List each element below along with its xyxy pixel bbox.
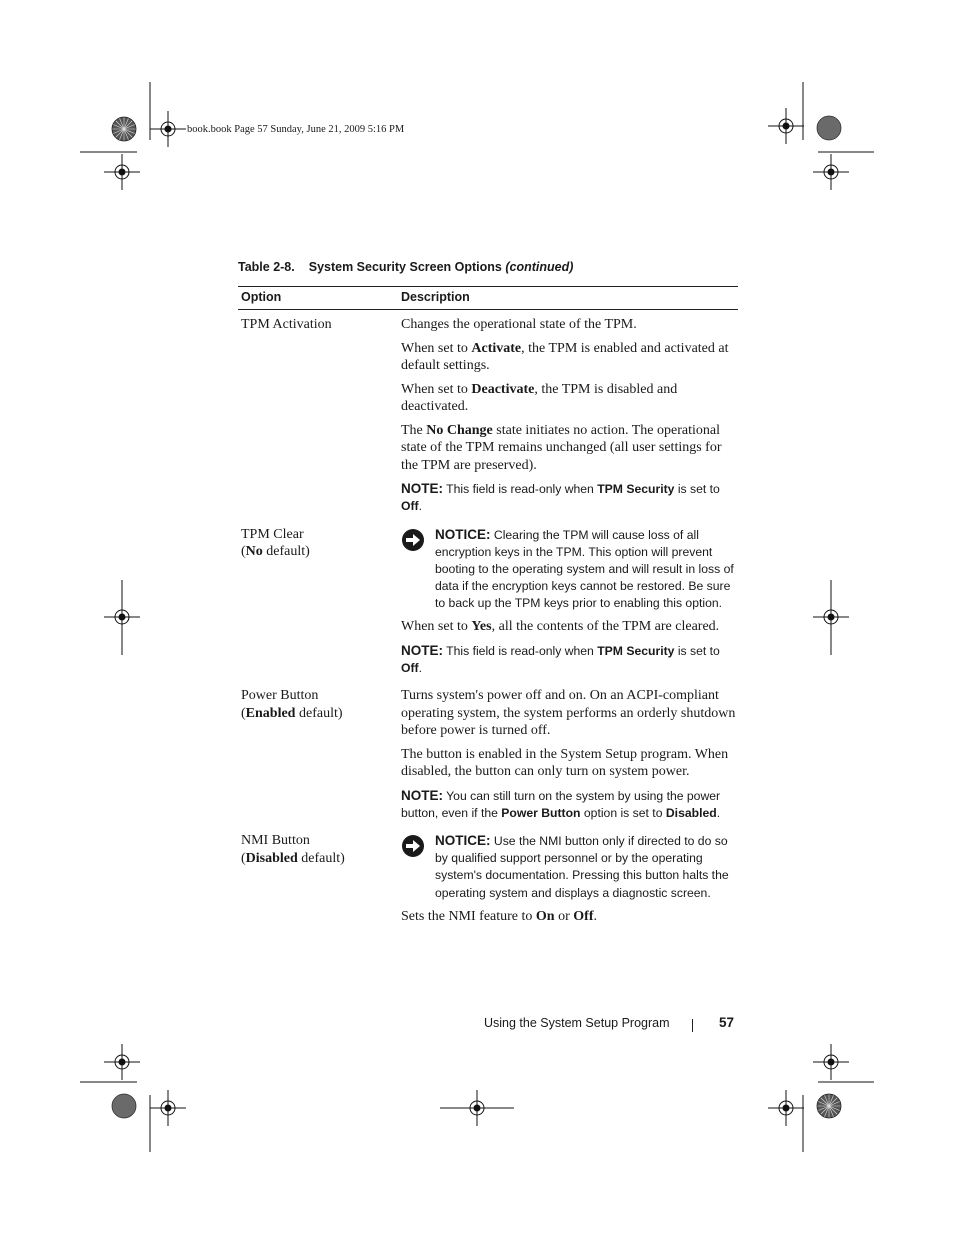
option-description: [398, 687, 738, 828]
footer-section-title: Using the System Setup Program: [484, 1016, 670, 1030]
description-text: Turns system's power off and on. On an ACPI-compliant operating system, the system performs an orderly shutdown before power is turned off.: [401, 688, 736, 739]
option-name: TPM Clear (No default): [241, 526, 310, 560]
notice-text: NOTICE: Use the NMI button only if directed to do so by qualified support personnel or by the operating system's documentation. Pressing this button halts the operating system and displays a diagnostic screen.: [435, 833, 729, 900]
option-description: [398, 526, 738, 684]
option-name: NMI Button (Disabled default): [241, 833, 345, 866]
description-text: When set to Yes, all the contents of the TPM are cleared.: [401, 619, 720, 635]
description-text: Sets the NMI feature to On or Off.: [401, 908, 597, 924]
registration-mark-icon: [104, 580, 140, 655]
notice-block: [401, 526, 738, 612]
registration-mark-icon: [768, 82, 874, 190]
table-row: [238, 522, 738, 684]
registration-mark-icon: [80, 82, 186, 190]
option-description: [398, 832, 738, 931]
description-text: The button is enabled in the System Setup program. When disabled, the button can only turn on system power.: [401, 746, 729, 780]
registration-mark-icon: [80, 1044, 186, 1152]
print-slug: book.book Page 57 Sunday, June 21, 2009 5:16 PM: [187, 124, 405, 135]
options-table: [238, 286, 738, 931]
notice-arrow-icon: [401, 832, 435, 901]
registration-mark-icon: [813, 580, 849, 655]
note-text: NOTE: This field is read-only when TPM Security is set to Off.: [401, 642, 720, 675]
description-text: The No Change state initiates no action. The operational state of the TPM remains unchanged (all user settings for the TPM are preserved).: [401, 422, 722, 473]
notice-block: [401, 832, 738, 901]
table-row: [238, 310, 738, 522]
table-continued: (continued): [505, 260, 574, 274]
description-text: When set to Activate, the TPM is enabled and activated at default settings.: [401, 340, 729, 373]
registration-mark-icon: [768, 1044, 874, 1152]
description-text: Changes the operational state of the TPM.: [401, 317, 637, 332]
note-text: NOTE: You can still turn on the system by using the power button, even if the Power Button option is set to Disabled.: [401, 787, 721, 820]
footer-divider: [692, 1019, 693, 1032]
note-text: NOTE: This field is read-only when TPM Security is set to Off.: [401, 481, 720, 514]
notice-arrow-icon: [401, 526, 435, 612]
table-title: System Security Screen Options: [308, 260, 502, 274]
table-number: Table 2-8.: [238, 260, 295, 274]
table-header: [238, 286, 738, 310]
table-caption: [238, 260, 573, 274]
option-name: TPM Activation: [241, 317, 332, 332]
page-number: 57: [719, 1015, 735, 1030]
registration-mark-icon: [440, 1090, 514, 1126]
column-header-description: Description: [401, 290, 470, 304]
column-header-option: Option: [241, 290, 282, 304]
option-name: Power Button (Enabled default): [241, 688, 343, 721]
table-row: [238, 828, 738, 931]
description-text: When set to Deactivate, the TPM is disabled and deactivated.: [401, 381, 678, 414]
table-row: [238, 683, 738, 828]
option-description: [398, 316, 738, 522]
notice-text: NOTICE: Clearing the TPM will cause loss of all encryption keys in the TPM. This option will prevent booting to the operating system and will result in loss of data if the encryption keys cannot be restored. Be sure to back up the TPM keys prior to enabling this option.: [435, 526, 734, 610]
